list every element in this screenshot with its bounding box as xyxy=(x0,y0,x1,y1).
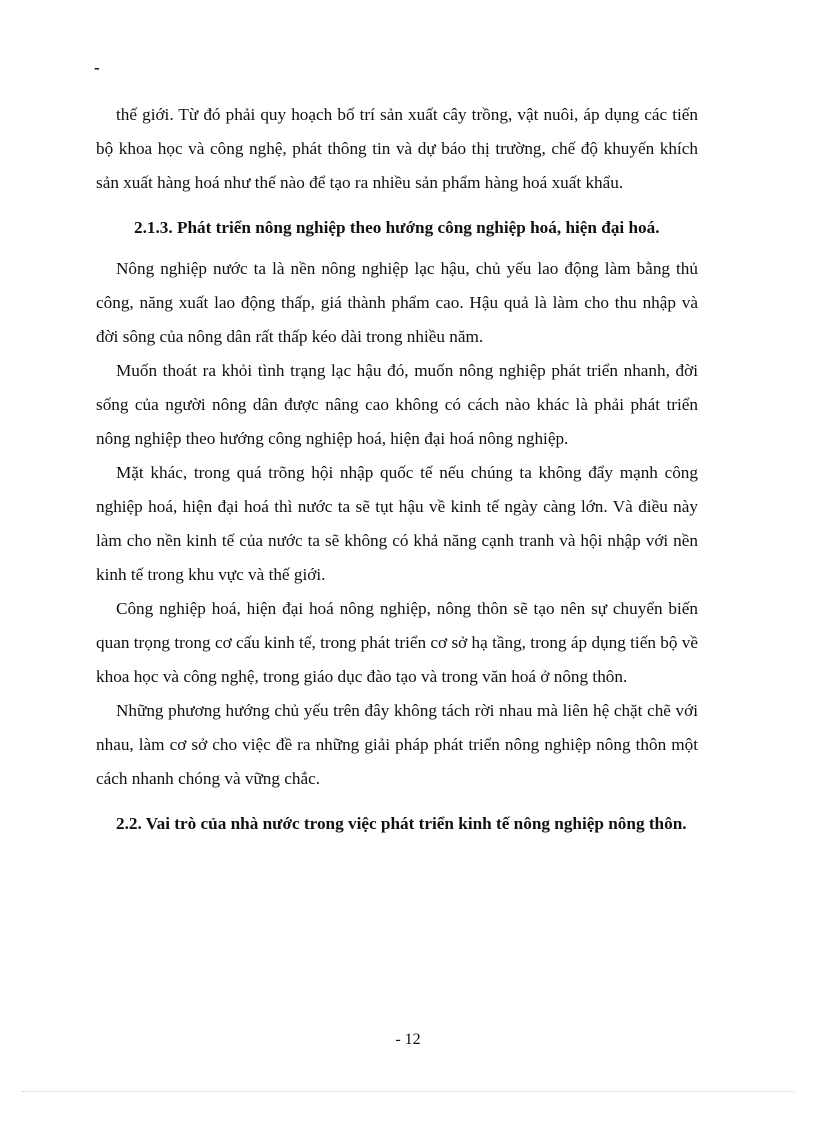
paragraph: Công nghiệp hoá, hiện đại hoá nông nghiệp, nông thôn sẽ tạo nên sự chuyển biến quan trọng trong cơ cấu kinh tế, trong phát triển cơ sở hạ tầng, trong áp dụng tiến bộ về khoa học và công nghệ, trong giáo dục đào tạo và trong văn hoá ở nông thôn. xyxy=(96,599,698,686)
paragraph: Những phương hướng chủ yếu trên đây không tách rời nhau mà liên hệ chặt chẽ với nhau, làm cơ sở cho việc đề ra những giải pháp phát triển nông nghiệp nông thôn một cách nhanh chóng và vững chắc. xyxy=(96,701,698,788)
document-body xyxy=(96,98,698,844)
paragraph: Muốn thoát ra khỏi tình trạng lạc hậu đó, muốn nông nghiệp phát triển nhanh, đời sống của người nông dân được nâng cao không có cách nào khác là phải phát triển nông nghiệp theo hướng công nghiệp hoá, hiện đại hoá nông nghiệp. xyxy=(96,361,698,448)
header-mark: - xyxy=(94,58,100,77)
section-heading-2-2: 2.2. Vai trò của nhà nước trong việc phát triển kinh tế nông nghiệp nông thôn. xyxy=(116,814,687,833)
paragraph: Nông nghiệp nước ta là nền nông nghiệp lạc hậu, chủ yếu lao động làm bằng thủ công, năng xuất lao động thấp, giá thành phẩm cao. Hậu quả là làm cho thu nhập và đời sông của nông dân rất thấp kéo dài trong nhiều năm. xyxy=(96,259,698,346)
paragraph: Mặt khác, trong quá trõng hội nhập quốc tế nếu chúng ta không đẩy mạnh công nghiệp hoá, hiện đại hoá thì nước ta sẽ tụt hậu về kinh tế ngày càng lớn. Và điều này làm cho nền kinh tế của nước ta sẽ không có khả năng cạnh tranh và hội nhập với nền kinh tế trong khu vực và thế giới. xyxy=(96,463,698,584)
section-heading-2-1-3: 2.1.3. Phát triển nông nghiệp theo hướng công nghiệp hoá, hiện đại hoá. xyxy=(134,218,660,237)
page-bottom-divider xyxy=(22,1091,794,1092)
page-number: - 12 xyxy=(395,1031,421,1048)
paragraph-continuation: thế giới. Từ đó phải quy hoạch bố trí sản xuất cây trồng, vật nuôi, áp dụng các tiến bộ khoa học và công nghệ, phát thông tin và dự báo thị trường, chế độ khuyến khích sản xuất hàng hoá như thế nào để tạo ra nhiều sản phẩm hàng hoá xuất khẩu. xyxy=(96,105,698,192)
